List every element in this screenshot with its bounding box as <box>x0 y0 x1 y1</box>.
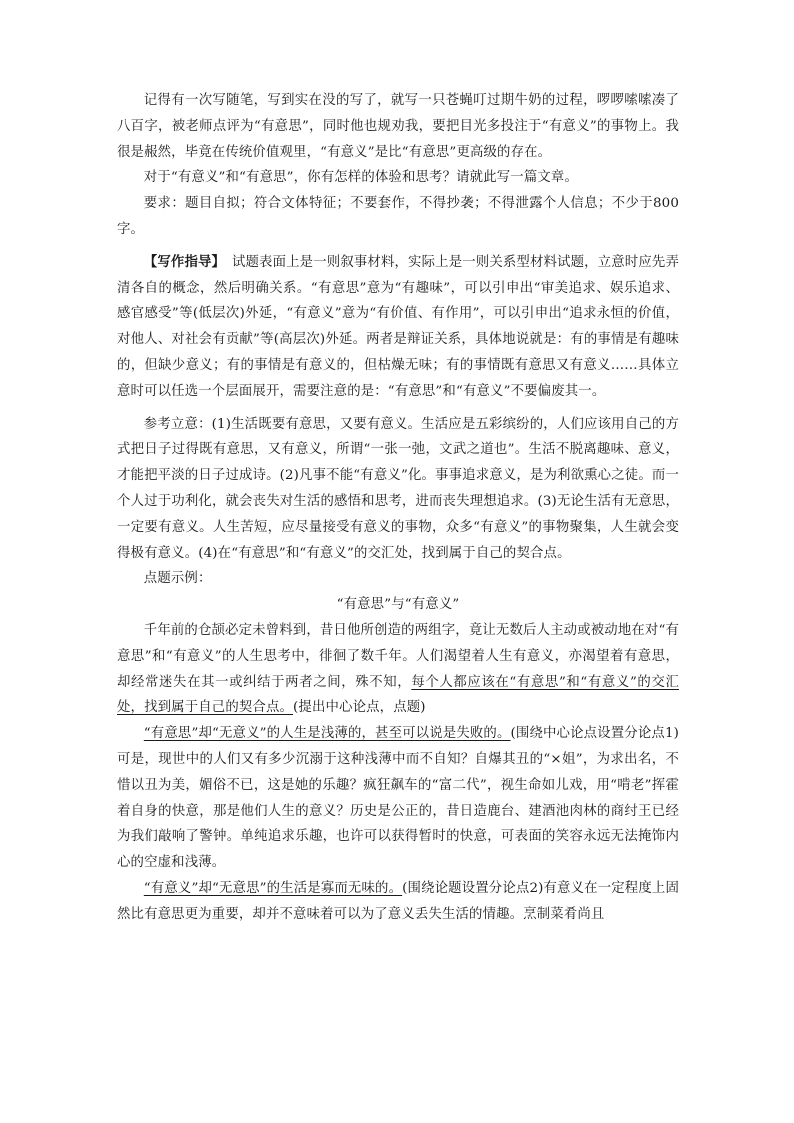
central-argument: 每个人都应该在“有意思”和“有意义”的交汇处，找到属于自己的契合点。 <box>117 674 679 716</box>
sub-argument-2: “有意义”却“无意思”的生活是寡而无味的。 <box>143 880 403 896</box>
writing-guide <box>117 250 679 405</box>
example-title: “有意思”与“有意义” <box>336 597 460 613</box>
example-paragraph-3 <box>117 876 679 928</box>
writing-guide-tag: 【写作指导】 <box>143 253 219 270</box>
example-p1-note: (提出中心论点，点题) <box>293 700 426 716</box>
example-paragraph-2 <box>117 721 679 876</box>
sub-argument-1: “有意思”却“无意义”的人生是浅薄的，甚至可以说是失败的。 <box>143 726 511 742</box>
writing-guide-text: 试题表面上是一则叙事材料，实际上是一则关系型材料试题，立意时应先弄清各自的概念，然后明确关系。“有意思”意为“有趣味”，可以引申出“审美追求、娱乐追求、感官感受”等(低层次)外延，“有意义”意为“有价值、有作用”，可以引申出“追求永恒的价值，对他人、对社会有贡献”等(高层次)外延。两者是辩证关系，具体地说就是：有的事情是有趣味的，但缺少意义；有的事情是有意义的，但枯燥无味；有的事情既有意思又有意义……具体立意时可以任选一个层面展开，需要注意的是：“有意思”和“有意义”不要偏废其一。 <box>117 254 679 399</box>
prompt-paragraph-1: 记得有一次写随笔，写到实在没的写了，就写一只苍蝇叮过期牛奶的过程，啰啰嗦嗦凑了八百字，被老师点评为“有意思”，同时他也规劝我，要把目光多投注于“有意义”的事物上。我很是赧然，毕竟在传统价值观里，“有意义”是比“有意思”更高级的存在。 <box>117 93 679 160</box>
example-p2-text: (围绕中心论点设置分论点1)可是，现世中的人们又有多少沉溺于这种浅薄中而不自知？自爆其丑的“×姐”，为求出名，不惜以丑为美，媚俗不已，这是她的乐趣？疯狂飙车的“富二代”，视生命如儿戏，用“啃老”挥霍着自身的快意，那是他们人生的意义？历史是公正的，昔日造鹿台、建酒池肉林的商纣王已经为我们敲响了警钟。单纯追求乐趣，也许可以获得暂时的快意，可表面的笑容永远无法掩饰内心的空虚和浅薄。 <box>117 726 679 871</box>
example-p3-text: (围绕论题设置分论点2)有意义在一定程度上固然比有意思更为重要，却并不意味着可以为了意义丢失生活的情趣。烹制菜肴尚且 <box>117 880 679 922</box>
reference-ideas: 参考立意：(1)生活既要有意思，又要有意义。生活应是五彩缤纷的，人们应该用自己的方式把日子过得既有意思，又有意义，所谓“一张一弛，文武之道也”。生活不脱离趣味、意义，才能把平淡的日子过成诗。(2)凡事不能“有意义”化。事事追求意义，是为利欲熏心之徒。而一个人过于功利化，就会丧失对生活的感悟和思考，进而丧失理想追求。(3)无论生活有无意思，一定要有意义。人生苦短，应尽量接受有意义的事物，众多“有意义”的事物聚集，人生就会变得极有意义。(4)在“有意思”和“有意义”的交汇处，找到属于自己的契合点。 <box>117 416 679 561</box>
example-paragraph-1 <box>117 618 679 721</box>
prompt-paragraph-2: 对于“有意义”和“有意思”，你有怎样的体验和思考？请就此写一篇文章。 <box>143 170 578 186</box>
prompt-requirements: 要求：题目自拟；符合文体特征；不要套作，不得抄袭；不得泄露个人信息；不少于800字。 <box>117 196 679 237</box>
example-p1-text: 千年前的仓颉必定未曾料到，昔日他所创造的两组字，竟让无数后人主动或被动地在对“有意思”和“有意义”的人生思考中，徘徊了数千年。人们渴望着人生有意义，亦渴望着有意思，却经常迷失在其一或纠结于两者之间，殊不知， <box>117 622 679 690</box>
example-label: 点题示例： <box>143 571 212 587</box>
document-page <box>117 88 679 928</box>
